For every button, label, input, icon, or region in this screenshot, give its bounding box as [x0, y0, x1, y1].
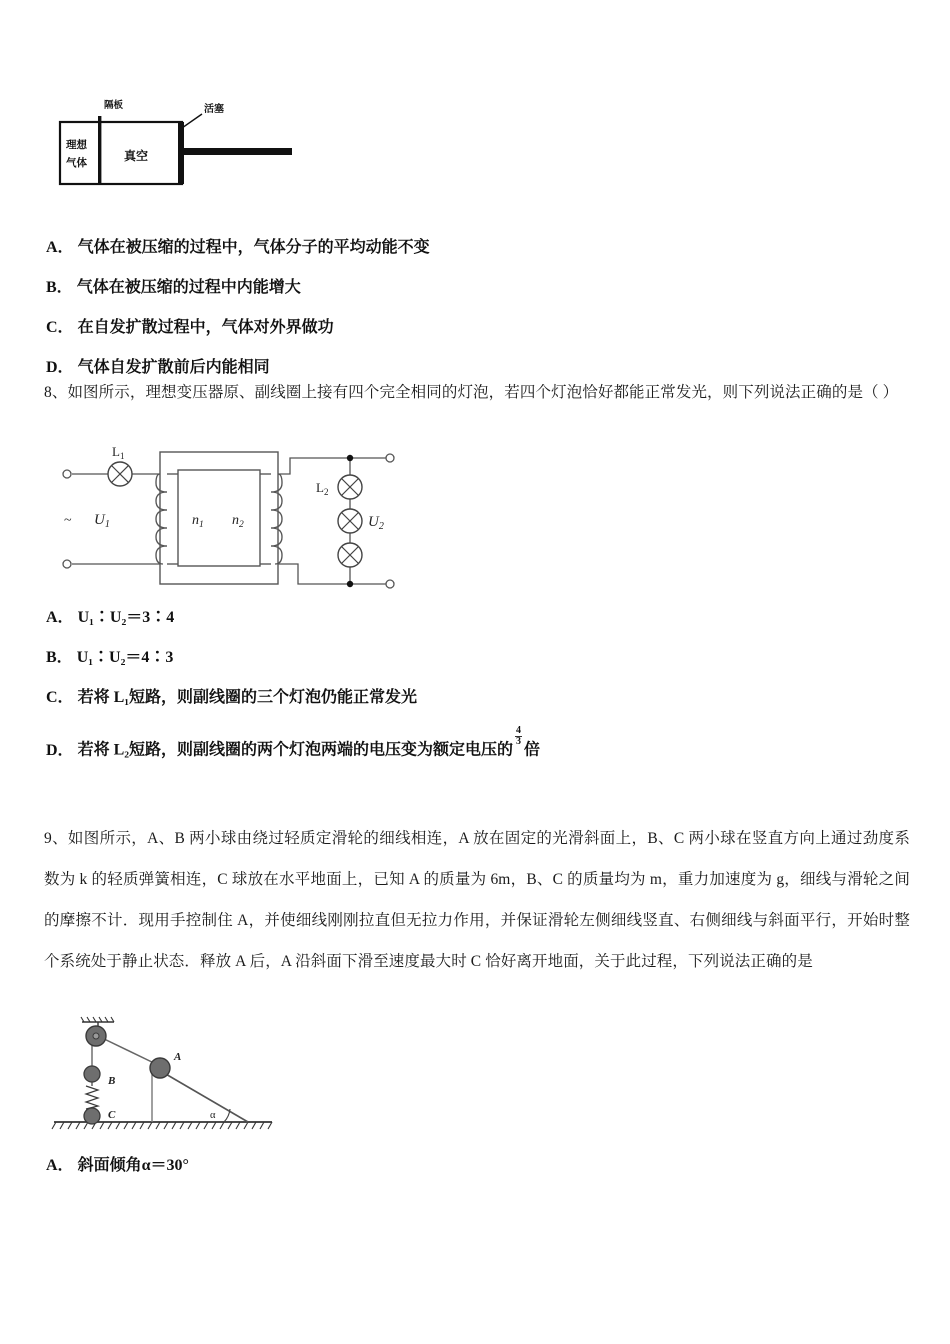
option-row [46, 308, 686, 348]
question-8-options [46, 598, 746, 718]
ball-C [84, 1108, 100, 1124]
ideal-gas-label-line1: 理想 [66, 139, 87, 151]
secondary-lead-bottom [278, 564, 350, 584]
cylinder-body [60, 122, 182, 184]
voltage-U1-label: $U_1$ [94, 512, 110, 530]
angle-label: α [210, 1110, 216, 1121]
option-label: D． [46, 359, 74, 376]
piston-rod [184, 148, 292, 155]
partition-divider [98, 122, 101, 184]
option-row [46, 598, 746, 638]
partition-label: 隔板 [104, 100, 124, 111]
option-text: 气体在被压缩的过程中，气体分子的平均动能不变 [77, 239, 430, 256]
piston-leader-line [182, 114, 202, 128]
partition-stub [98, 116, 101, 123]
option-label: A． [46, 1157, 74, 1174]
voltage-U2-label: $U_2$ [368, 514, 384, 532]
option-text: U₁∶U₂＝3∶4 [77, 609, 175, 626]
option-text-after: 倍 [524, 741, 541, 759]
option-text: 气体在被压缩的过程中内能增大 [76, 279, 301, 296]
option-text: 若将 L₁短路，则副线圈的三个灯泡仍能正常发光 [77, 689, 418, 706]
option-label: A． [46, 609, 74, 626]
transformer-core-inner [178, 470, 260, 566]
option-text: 斜面倾角α＝30° [77, 1157, 189, 1174]
question-8-option-d [46, 725, 746, 771]
gas-cylinder-figure [52, 96, 352, 202]
option-row [46, 638, 746, 678]
lamp-L1-label: $L_1$ [112, 444, 125, 461]
primary-terminal-bottom [63, 560, 71, 568]
secondary-winding [260, 474, 282, 564]
secondary-lead-top [278, 458, 350, 474]
option-row [46, 678, 746, 718]
ideal-gas-label-line2: 气体 [66, 157, 87, 169]
question-7-options [46, 228, 686, 388]
ground-hatching [52, 1122, 272, 1129]
ac-source-symbol: ~ [64, 513, 72, 528]
turns-n2-label: $n_2$ [232, 513, 244, 530]
incline-pulley-spring-figure [52, 1014, 274, 1138]
vacuum-label: 真空 [124, 149, 149, 163]
option-label: B． [46, 649, 73, 666]
ball-B-label: B [108, 1075, 116, 1087]
question-8-stem: 8、如图所示，理想变压器原、副线圈上接有四个完全相同的灯泡，若四个灯泡恰好都能正常发光，则下列说法正确的是（ ） [44, 384, 899, 401]
fraction-four-thirds [515, 726, 522, 747]
primary-terminal-top [63, 470, 71, 478]
fraction-numerator: 4 [516, 725, 522, 736]
ball-A-label: A [174, 1051, 182, 1063]
question-9-stem: 9、如图所示，A、B 两小球由绕过轻质定滑轮的细线相连，A 放在固定的光滑斜面上，B、C 两小球在竖直方向上通过劲度系数为 k 的轻质弹簧相连，C 球放在水平地面上，已知 A 的质量为 6m，B、C 的质量均为 m，重力加速度为 g，细线与滑轮之间的摩擦不计．现用手控制住 A，并使细线刚刚拉直但无拉力作用，并保证滑轮左侧细线竖直、右侧细线与斜面平行，开始时整个系统处于静止状态．释放 A 后，A 沿斜面下滑至速度最大时 C 恰好离开地面，关于此过程，下列说法正确的是 [44, 830, 910, 970]
piston-face [178, 122, 184, 184]
turns-n1-label: $n_1$ [192, 513, 204, 530]
option-text: U₁∶U₂＝4∶3 [76, 649, 174, 666]
option-row [46, 228, 686, 268]
secondary-terminal-bottom [386, 580, 394, 588]
fraction-denominator: 3 [516, 736, 522, 747]
ball-A [150, 1058, 170, 1078]
option-text-before: 若将 L₂短路，则副线圈的两个灯泡两端的电压变为额定电压的 [77, 741, 514, 759]
option-label: A． [46, 239, 74, 256]
ball-B [84, 1066, 100, 1082]
option-row [46, 268, 686, 308]
secondary-lamps [338, 475, 362, 567]
secondary-terminal-top [386, 454, 394, 462]
ball-C-label: C [108, 1109, 116, 1121]
option-label: C． [46, 689, 74, 706]
option-label: C． [46, 319, 74, 336]
option-row [46, 1146, 686, 1186]
junction-dot-bottom [347, 581, 353, 587]
transformer-circuit-figure [50, 444, 410, 596]
pulley-axle [93, 1033, 99, 1039]
option-label: B． [46, 279, 73, 296]
piston-label: 活塞 [204, 104, 224, 115]
lamp-L2-label: $L_2$ [316, 480, 329, 497]
option-text: 气体自发扩散前后内能相同 [77, 359, 270, 376]
junction-dot-top [347, 455, 353, 461]
option-text: 在自发扩散过程中，气体对外界做功 [77, 319, 334, 336]
string-to-A [98, 1036, 156, 1064]
option-label: D． [46, 741, 74, 759]
question-9-options [46, 1146, 686, 1186]
